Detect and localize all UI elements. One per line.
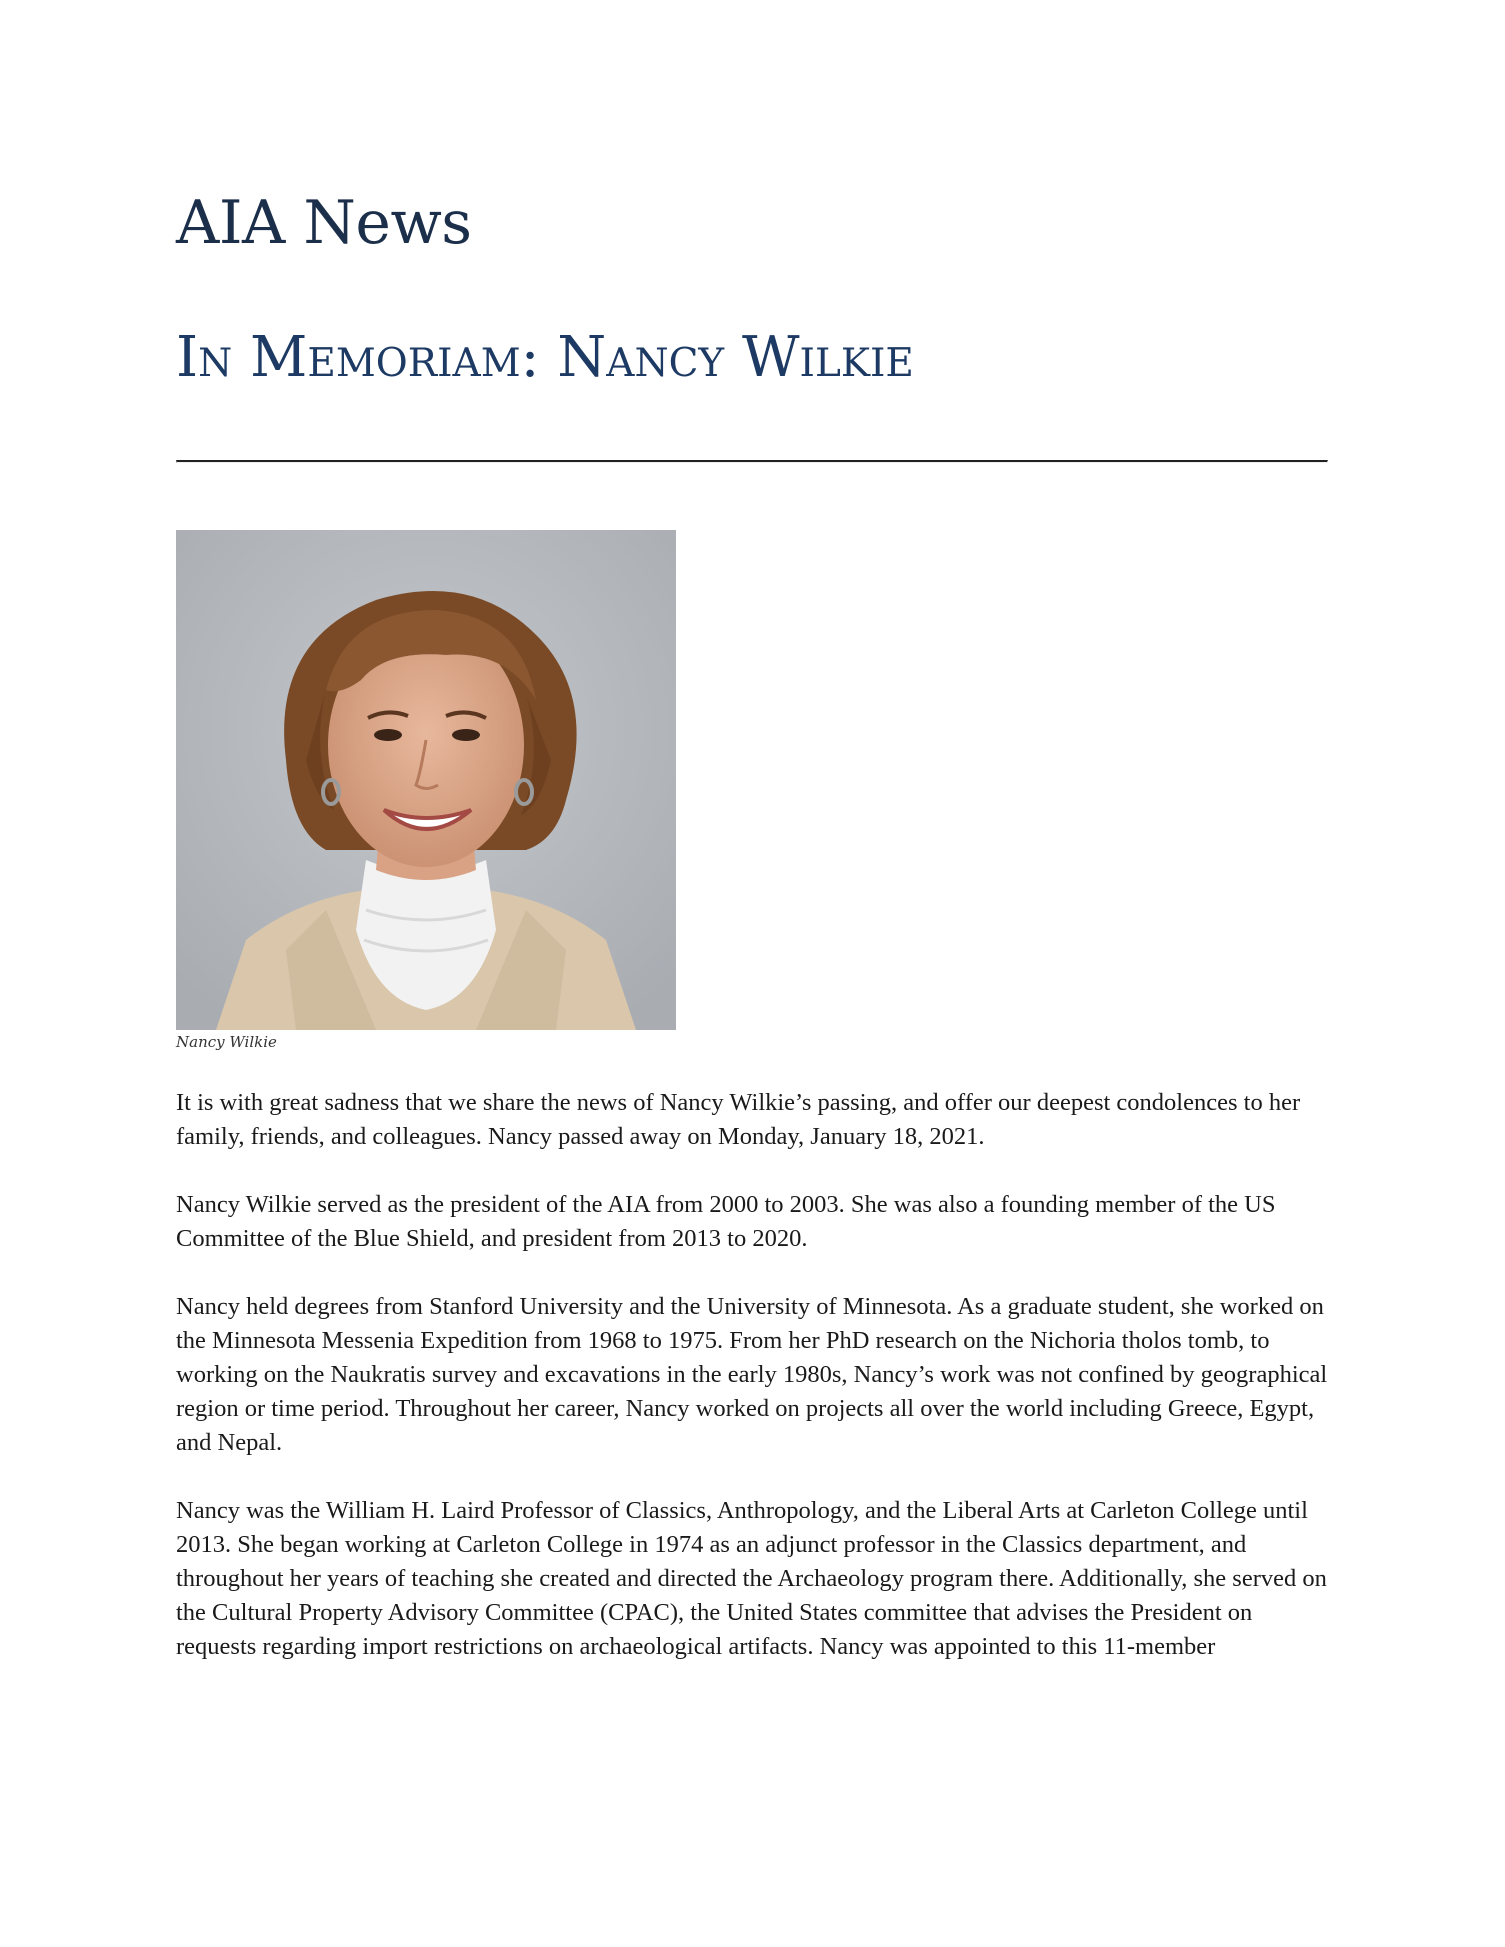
paragraph: Nancy was the William H. Laird Professor of Classics, Anthropology, and the Liberal Arts at Carleton College until 2013. She began working at Carleton College in 1974 as an adjunct professor in the Classics department, and throughout her years of teaching she created and directed the Archaeology program there. Additionally, she served on the Cultural Property Advisory Committee (CPAC), the United States committee that advises the President on requests regarding import restrictions on archaeological artifacts. Nancy was appointed to this 11-member (176, 1497, 1327, 1660)
divider (176, 460, 1328, 463)
page-title: AIA News (176, 188, 472, 258)
portrait-photo (176, 530, 676, 1030)
photo-caption: Nancy Wilkie (176, 1033, 277, 1051)
article-body (176, 1086, 1336, 1698)
article-title: In Memoriam: Nancy Wilkie (176, 325, 914, 390)
paragraph: Nancy held degrees from Stanford University and the University of Minnesota. As a graduate student, she worked on the Minnesota Messenia Expedition from 1968 to 1975. From her PhD research on the Nichoria tholos tomb, to working on the Naukratis survey and excavations in the early 1980s, Nancy’s work was not confined by geographical region or time period. Throughout her career, Nancy worked on projects all over the world including Greece, Egypt, and Nepal. (176, 1293, 1328, 1456)
paragraph: It is with great sadness that we share the news of Nancy Wilkie’s passing, and offer our deepest condolences to her family, friends, and colleagues. Nancy passed away on Monday, January 18, 2021. (176, 1089, 1301, 1150)
paragraph: Nancy Wilkie served as the president of the AIA from 2000 to 2003. She was also a founding member of the US Committee of the Blue Shield, and president from 2013 to 2020. (176, 1191, 1276, 1252)
